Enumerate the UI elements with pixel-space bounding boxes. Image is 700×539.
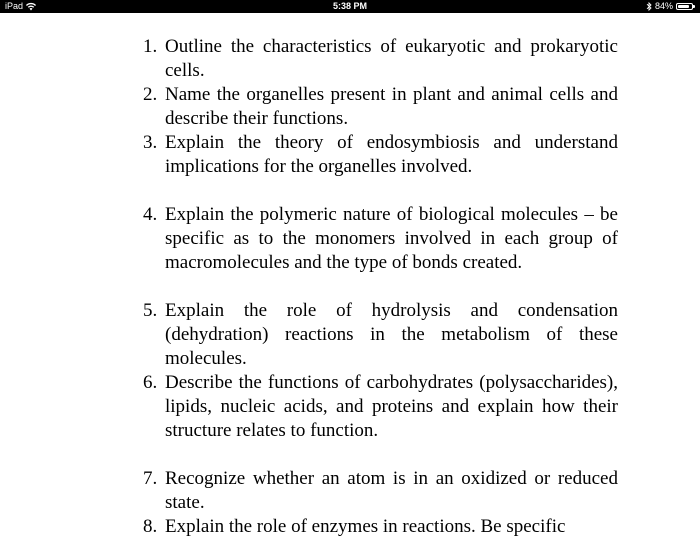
list-item <box>143 203 618 275</box>
battery-fill <box>678 5 689 8</box>
bluetooth-icon <box>646 2 652 11</box>
item-text: Describe the functions of carbohydrates (polysaccharides), lipids, nucleic acids, and proteins and explain how their structure relates to function. <box>165 372 618 441</box>
item-number: 3. <box>143 132 158 153</box>
status-right <box>646 0 695 13</box>
item-text: Outline the characteristics of eukaryotic and prokaryotic cells. <box>165 36 618 81</box>
battery-percentage: 84% <box>654 1 673 11</box>
battery-nub <box>693 5 695 8</box>
list-item <box>143 467 618 515</box>
device-name: iPad <box>5 1 24 11</box>
list-item <box>143 371 618 443</box>
item-number: 1. <box>143 36 158 57</box>
item-text: Explain the role of hydrolysis and condensation (dehydration) reactions in the metabolism of these molecules. <box>165 300 618 369</box>
item-number: 4. <box>143 204 158 225</box>
list-item <box>143 131 618 179</box>
document-page[interactable] <box>0 13 700 537</box>
item-number: 8. <box>143 516 158 537</box>
item-text: Explain the polymeric nature of biological molecules – be specific as to the monomers involved in each group of macromolecules and the type of bonds created. <box>165 204 618 273</box>
item-text: Name the organelles present in plant and animal cells and describe their functions. <box>165 84 618 129</box>
list-item <box>143 35 618 83</box>
clock: 5:38 PM <box>332 1 367 11</box>
item-number: 6. <box>143 372 158 393</box>
status-bar <box>0 0 700 13</box>
item-number: 5. <box>143 300 158 321</box>
list-item <box>143 515 618 539</box>
item-text: Explain the role of enzymes in reactions. Be specific <box>165 516 566 537</box>
list-item <box>143 83 618 131</box>
item-number: 2. <box>143 84 158 105</box>
item-text: Recognize whether an atom is in an oxidized or reduced state. <box>165 468 618 513</box>
battery-icon <box>676 3 693 10</box>
item-number: 7. <box>143 468 158 489</box>
list-item <box>143 299 618 371</box>
item-text: Explain the theory of endosymbiosis and understand implications for the organelles involved. <box>165 132 618 177</box>
